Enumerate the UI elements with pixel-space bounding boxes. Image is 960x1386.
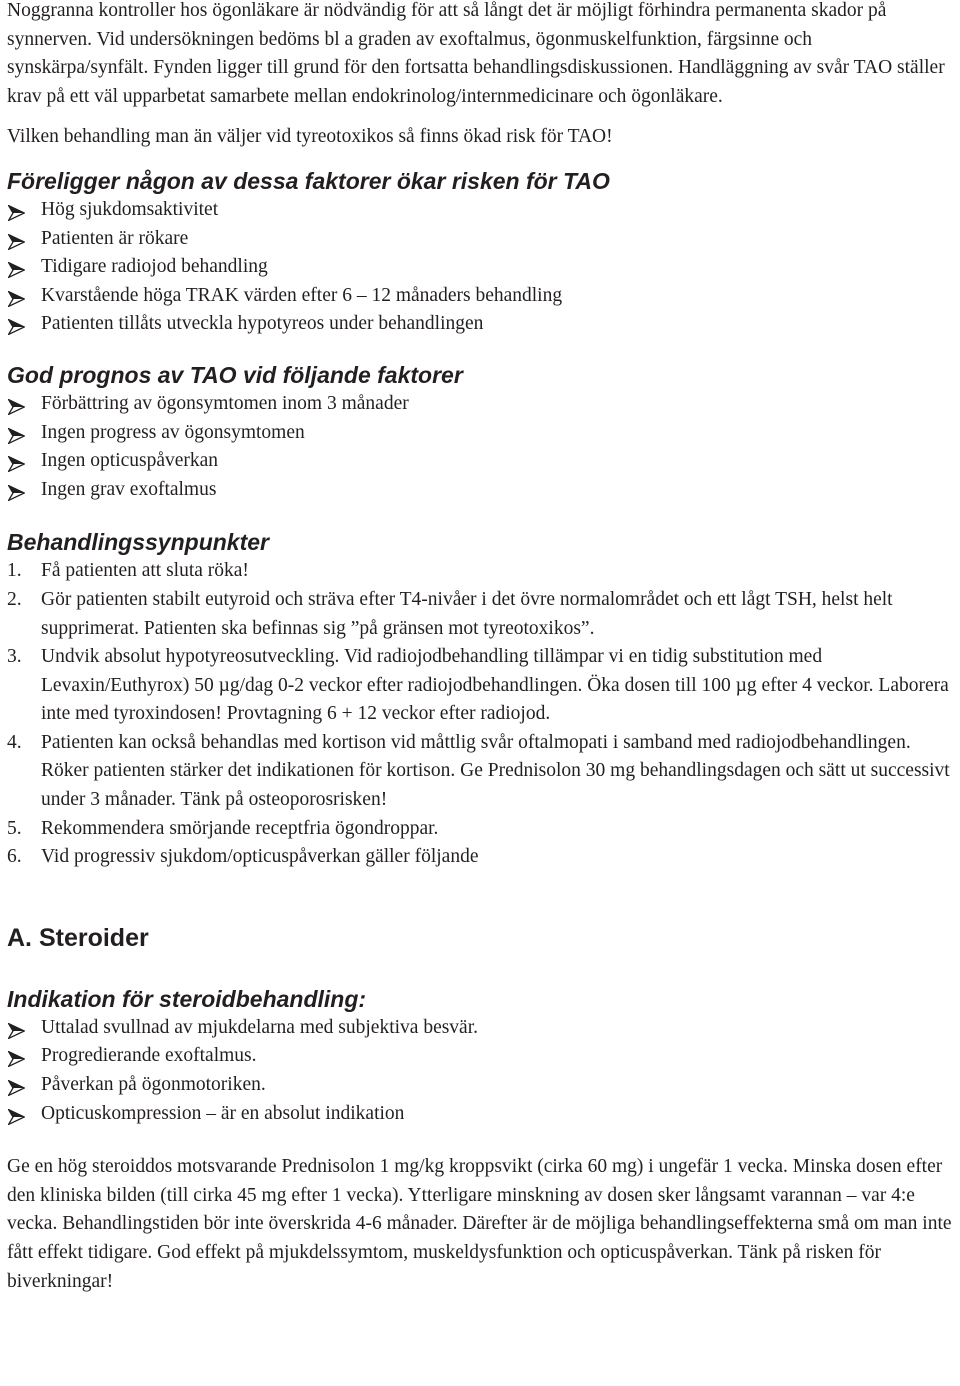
arrowhead-bullet-icon	[7, 390, 41, 419]
list-item	[7, 1071, 957, 1100]
list-item	[7, 1100, 957, 1129]
risk-factors-heading: Föreligger någon av dessa faktorer ökar risken för TAO	[7, 167, 610, 194]
arrowhead-bullet-icon	[7, 253, 41, 282]
list-item	[7, 282, 957, 311]
treatment-points-heading: Behandlingssynpunkter	[7, 529, 269, 556]
list-item-text: Vid progressiv sjukdom/opticuspåverkan gäller följande	[41, 846, 479, 868]
list-item-text: Ingen progress av ögonsymtomen	[41, 421, 305, 443]
intro-paragraph: Noggranna kontroller hos ögonläkare är nödvändig för att så långt det är möjligt förhindra permanenta skador på synnerven. Vid undersökningen bedöms bl a graden av exoftalmus, ögonmuskelfunktion, färgsinne och synskärpa/synfält. Fynden ligger till grund för den fortsatta behandlingsdiskussionen. Handläggning av svår TAO ställer krav på ett väl upparbetat samarbete mellan endokrinolog/internmedicinare och ögonläkare.	[7, 0, 945, 107]
arrowhead-bullet-icon	[7, 196, 41, 225]
list-item-text: Tidigare radiojod behandling	[41, 256, 268, 278]
arrowhead-bullet-icon	[7, 1100, 41, 1129]
section-a-title: A. Steroider	[7, 923, 149, 952]
list-item	[7, 196, 957, 225]
list-item	[7, 419, 957, 448]
risk-warning: Vilken behandling man än väljer vid tyreotoxikos så finns ökad risk för TAO!	[7, 126, 613, 148]
arrowhead-bullet-icon	[7, 447, 41, 476]
list-item	[7, 390, 957, 419]
list-item-text: Kvarstående höga TRAK värden efter 6 – 12 månaders behandling	[41, 284, 563, 306]
steroid-indication-heading: Indikation för steroidbehandling:	[7, 985, 367, 1012]
list-item-text: Få patienten att sluta röka!	[41, 560, 249, 582]
dosage-paragraph: Ge en hög steroiddos motsvarande Prednisolon 1 mg/kg kroppsvikt (cirka 60 mg) i ungefär 1 vecka. Minska dosen efter den kliniska bilden (till cirka 45 mg efter 1 vecka). Ytterligare minskning av dosen sker långsamt varannan – var 4:e vecka. Behandlingstiden bör inte överskrida 4-6 månader. Därefter är de möjliga behandlingseffekterna små om man inte fått effekt tidigare. God effekt på mjukdelssymtom, muskeldysfunktion och opticuspåverkan. Tänk på risken för biverkningar!	[7, 1156, 952, 1292]
list-item	[7, 643, 957, 729]
list-number: 3.	[7, 646, 22, 668]
arrowhead-bullet-icon	[7, 1071, 41, 1100]
good-prognosis-heading: God prognos av TAO vid följande faktorer	[7, 361, 463, 388]
list-item-text: Patienten är rökare	[41, 227, 189, 249]
list-number: 5.	[7, 817, 22, 839]
list-item-text: Undvik absolut hypotyreosutveckling. Vid radiojodbehandling tillämpar vi en tidig substitution med Levaxin/Euthyrox) 50 µg/dag 0-2 veckor efter radiojodbehandlingen. Öka dosen till 100 µg efter 4 veckor. Laborera inte med tyroxindosen! Provtagning 6 + 12 veckor efter radiojod.	[41, 646, 949, 725]
risk-factors-list	[7, 196, 957, 339]
list-item-text: Uttalad svullnad av mjukdelarna med subjektiva besvär.	[41, 1016, 479, 1038]
list-item-text: Påverkan på ögonmotoriken.	[41, 1074, 266, 1096]
list-item	[7, 1014, 957, 1043]
list-number: 2.	[7, 588, 22, 610]
list-item	[7, 225, 957, 254]
list-item	[7, 1042, 957, 1071]
list-item-text: Förbättring av ögonsymtomen inom 3 månader	[41, 392, 409, 414]
list-item	[7, 476, 957, 505]
list-number: 6.	[7, 846, 22, 868]
good-prognosis-list	[7, 390, 957, 504]
list-number: 1.	[7, 560, 22, 582]
list-item-text: Ingen grav exoftalmus	[41, 478, 217, 500]
arrowhead-bullet-icon	[7, 1014, 41, 1043]
list-item	[7, 447, 957, 476]
list-item-text: Rekommendera smörjande receptfria ögondroppar.	[41, 817, 439, 839]
list-item-text: Opticuskompression – är en absolut indikation	[41, 1102, 405, 1124]
arrowhead-bullet-icon	[7, 282, 41, 311]
arrowhead-bullet-icon	[7, 225, 41, 254]
list-item-text: Patienten tillåts utveckla hypotyreos under behandlingen	[41, 313, 484, 335]
list-item	[7, 729, 957, 815]
list-item-text: Hög sjukdomsaktivitet	[41, 198, 219, 220]
list-item	[7, 586, 957, 643]
list-item	[7, 310, 957, 339]
list-item-text: Progredierande exoftalmus.	[41, 1045, 257, 1067]
arrowhead-bullet-icon	[7, 310, 41, 339]
treatment-points-list	[7, 557, 957, 872]
list-number: 4.	[7, 731, 22, 753]
list-item	[7, 815, 957, 844]
list-item	[7, 253, 957, 282]
list-item	[7, 557, 957, 586]
arrowhead-bullet-icon	[7, 476, 41, 505]
document-page	[7, 0, 957, 1296]
list-item-text: Gör patienten stabilt eutyroid och sträva efter T4-nivåer i det övre normalområdet och ett lågt TSH, helst helt supprimerat. Patienten ska befinnas sig ”på gränsen mot tyreotoxikos”.	[41, 588, 893, 639]
steroid-indication-list	[7, 1014, 957, 1128]
list-item-text: Ingen opticuspåverkan	[41, 450, 219, 472]
list-item-text: Patienten kan också behandlas med kortison vid måttlig svår oftalmopati i samband med radiojodbehandlingen. Röker patienten stärker det indikationen för kortison. Ge Prednisolon 30 mg behandlingsdagen och sätt ut successivt under 3 månader. Tänk på osteoporosrisken!	[41, 731, 950, 811]
list-item	[7, 843, 957, 872]
arrowhead-bullet-icon	[7, 419, 41, 448]
arrowhead-bullet-icon	[7, 1042, 41, 1071]
